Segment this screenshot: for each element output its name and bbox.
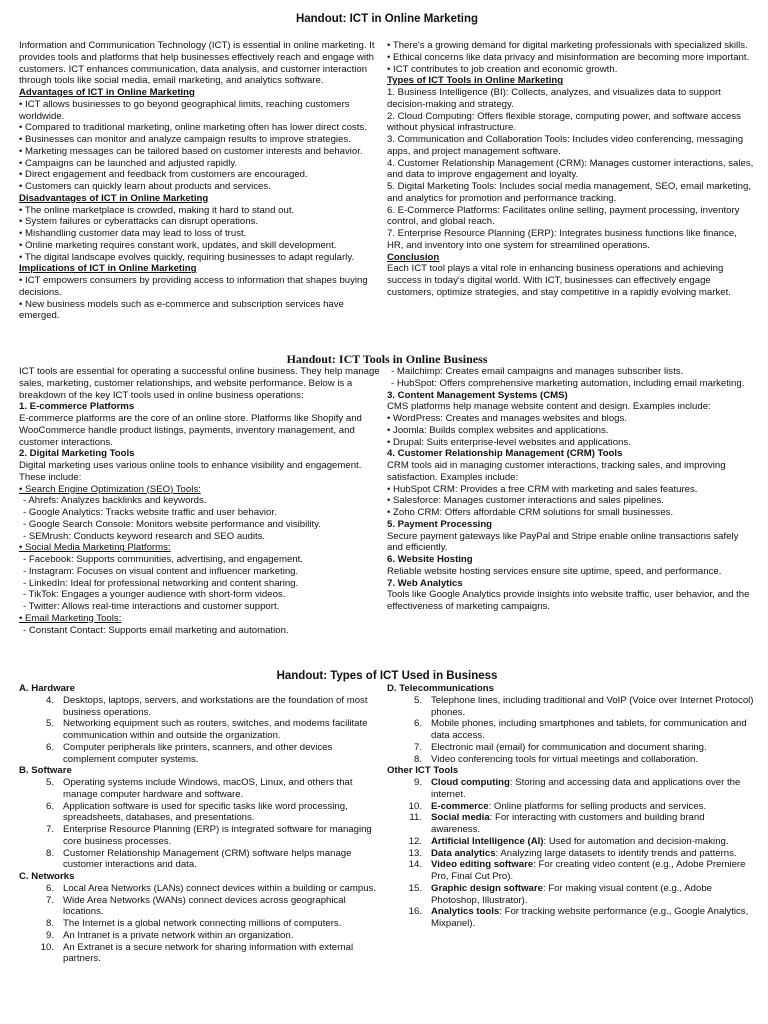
right-column (387, 40, 755, 322)
email-marketing-heading: • Email Marketing Tools: (19, 612, 122, 624)
list-item: • Ethical concerns like data privacy and misinformation are becoming more important. (387, 51, 750, 63)
digital-marketing-paragraph: Digital marketing uses various online tools to enhance visibility and engagement. These include: (19, 460, 362, 483)
list-item: - SEMrush: Conducts keyword research and SEO audits. (23, 530, 266, 542)
list-item: • Salesforce: Manages customer interactions and sales pipelines. (387, 495, 664, 507)
list-item: 6. Local Area Networks (LANs) connect devices within a building or campus. (45, 882, 377, 894)
list-item: 3. Communication and Collaboration Tools: Includes video conferencing, messaging apps, and project management software. (387, 134, 744, 157)
list-item: - Mailchimp: Creates email campaigns and manages subscriber lists. (391, 366, 684, 377)
hosting-paragraph: Reliable website hosting services ensure site uptime, speed, and performance. (387, 565, 722, 577)
list-item: 8. Customer Relationship Management (CRM) software helps manage customer interactions and data. (45, 847, 352, 871)
section-title: Handout: ICT in Online Marketing (295, 13, 479, 25)
list-item: 4. Customer Relationship Management (CRM): Manages customer interactions, sales, and data to improve engagement and loyalty. (387, 157, 754, 181)
list-item: 6. E-Commerce Platforms: Facilitates online selling, payment processing, inventory control, and global reach. (387, 204, 740, 228)
list-item: 13. Data analytics: Analyzing large datasets to identify trends and patterns. (408, 847, 737, 859)
seo-heading: • Search Engine Optimization (SEO) Tools: (19, 483, 201, 495)
list-item: 10. E-commerce: Online platforms for selling products and services. (408, 800, 707, 812)
list-item: • Compared to traditional marketing, online marketing often has lower direct costs. (19, 122, 367, 134)
list-item: 5. Networking equipment such as routers, switches, and modems facilitate communication within and outside the organization. (45, 718, 368, 741)
intro-paragraph: Information and Communication Technology (ICT) is essential in online marketing. It provides tools and platforms that help businesses effectively reach and engage with customers. ICT enhances communication, data analysis, and customer interaction through tools like social media, email marketing, and analytics software. (19, 40, 375, 87)
social-media-heading: • Social Media Marketing Platforms: (19, 542, 171, 554)
payment-heading: 5. Payment Processing (387, 518, 493, 530)
list-item: • Customers can quickly learn about products and services. (19, 181, 271, 192)
list-item: 12. Artificial Intelligence (AI): Used for automation and decision-making. (408, 835, 729, 847)
list-item: 9. An Intranet is a private network within an organization. (45, 929, 294, 941)
list-item: 11. Social media: For interacting with customers and building brand awareness. (409, 812, 705, 835)
list-item: 1. Business Intelligence (BI): Collects, analyzes, and visualizes data to support decision-making and strategy. (387, 87, 721, 110)
list-item: 15. Graphic design software: For making visual content (e.g., Adobe Photoshop, Illustrator). (408, 882, 713, 906)
list-item: • System failures or cyberattacks can disrupt operations. (19, 216, 259, 228)
list-item: 7. Enterprise Resource Planning (ERP): Integrates business functions like finance, HR, and inventory into one system for streamlined operations. (387, 228, 737, 251)
list-item: 2. Cloud Computing: Offers flexible storage, computing power, and software access without physical infrastructure. (387, 110, 741, 134)
left-column (19, 683, 385, 965)
left-column (19, 40, 385, 322)
implications-heading: Implications of ICT in Online Marketing (19, 263, 197, 275)
handout-ict-online-marketing (19, 13, 755, 322)
section-title: Handout: Types of ICT Used in Business (276, 670, 498, 682)
right-column (387, 683, 755, 965)
list-item: • The online marketplace is crowded, making it hard to stand out. (19, 204, 295, 216)
conclusion-heading: Conclusion (387, 251, 440, 263)
list-item: 7. Enterprise Resource Planning (ERP) is integrated software for managing core business processes. (45, 824, 372, 847)
list-item: - HubSpot: Offers comprehensive marketing automation, including email marketing. (391, 377, 745, 389)
list-item: 7. Wide Area Networks (WANs) connect devices across geographical locations. (45, 894, 346, 918)
list-item: • Drupal: Suits enterprise-level websites and applications. (387, 436, 631, 448)
list-item: • Mishandling customer data may lead to loss of trust. (19, 228, 247, 239)
list-item: - Google Analytics: Tracks website traffic and user behavior. (23, 507, 277, 518)
software-heading: B. Software (19, 765, 72, 777)
hardware-heading: A. Hardware (19, 683, 75, 694)
list-item: - Twitter: Allows real-time interactions and customer support. (23, 601, 280, 612)
crm-paragraph: CRM tools aid in managing customer interactions, tracking sales, and improving satisfaction. Examples include: (387, 460, 726, 483)
list-item: • ICT contributes to job creation and economic growth. (387, 63, 618, 75)
cms-heading: 3. Content Management Systems (CMS) (387, 389, 568, 401)
list-item: • There's a growing demand for digital marketing professionals with specialized skills. (387, 40, 748, 51)
list-item: 6. Mobile phones, including smartphones and tablets, for communication and data access. (413, 718, 747, 741)
web-analytics-heading: 7. Web Analytics (387, 577, 463, 589)
ecommerce-heading: 1. E-commerce Platforms (19, 401, 135, 413)
list-item: 4. Desktops, laptops, servers, and workstations are the foundation of most business operations. (45, 694, 368, 718)
networks-heading: C. Networks (19, 871, 75, 882)
conclusion-paragraph: Each ICT tool plays a vital role in enhancing business operations and achieving success in today's digital world. With ICT, businesses can effectively engage customers, optimize strategies, and stay competitive in a rapidly evolving market. (387, 263, 731, 298)
disadvantages-heading: Disadvantages of ICT in Online Marketing (19, 192, 209, 204)
list-item: - LinkedIn: Ideal for professional networking and content sharing. (23, 577, 299, 589)
left-column (19, 366, 385, 636)
list-item: • Joomla: Builds complex websites and applications. (387, 424, 609, 436)
types-heading: Types of ICT Tools in Online Marketing (387, 75, 564, 87)
handout-ict-tools-online-business (19, 353, 755, 636)
list-item: 14. Video editing software: For creating video content (e.g., Adobe Premiere Pro, Final Cut Pro). (408, 859, 746, 882)
advantages-heading: Advantages of ICT in Online Marketing (19, 87, 195, 98)
list-item: - Facebook: Supports communities, advertising, and engagement. (23, 554, 303, 565)
list-item: • Marketing messages can be tailored based on customer interests and behavior. (19, 145, 363, 157)
list-item: 5. Digital Marketing Tools: Includes social media management, SEO, email marketing, and analytics for promotion and performance tracking. (387, 181, 752, 204)
list-item: 8. Video conferencing tools for virtual meetings and collaboration. (413, 753, 699, 765)
list-item: • Businesses can monitor and analyze campaign results to improve strategies. (19, 134, 351, 145)
list-item: - TikTok: Engages a younger audience with short-form videos. (23, 589, 286, 601)
list-item: 7. Electronic mail (email) for communication and document sharing. (413, 741, 707, 753)
list-item: 16. Analytics tools: For tracking website performance (e.g., Google Analytics, Mixpanel). (408, 906, 749, 929)
list-item: 6. Application software is used for specific tasks like word processing, spreadsheets, databases, and presentations. (45, 800, 348, 824)
list-item: - Google Search Console: Monitors website performance and visibility. (23, 518, 321, 530)
list-item: - Constant Contact: Supports email marketing and automation. (23, 624, 289, 636)
list-item: • Campaigns can be launched and adjusted rapidly. (19, 157, 238, 169)
list-item: 9. Cloud computing: Storing and accessing data and applications over the internet. (413, 777, 741, 800)
section-title: Handout: ICT Tools in Online Business (286, 352, 488, 366)
digital-marketing-heading: 2. Digital Marketing Tools (19, 448, 135, 460)
intro-paragraph: ICT tools are essential for operating a successful online business. They help manage sales, marketing, customer relationships, and website performance. Below is a breakdown of the key ICT tools used in online business operations: (19, 366, 380, 401)
handout-types-of-ict (19, 670, 755, 965)
list-item: • Direct engagement and feedback from customers are encouraged. (19, 169, 308, 181)
hosting-heading: 6. Website Hosting (387, 554, 473, 565)
list-item: - Ahrefs: Analyzes backlinks and keywords. (23, 495, 207, 507)
list-item: 10. An Extranet is a secure network for sharing information with external partners. (40, 941, 354, 965)
list-item: - Instagram: Focuses on visual content and influencer marketing. (23, 565, 299, 577)
list-item: • HubSpot CRM: Provides a free CRM with marketing and sales features. (387, 483, 698, 495)
list-item: • ICT empowers consumers by providing access to information that shapes buying decisions. (19, 275, 368, 298)
list-item: 5. Telephone lines, including traditional and VoIP (Voice over Internet Protocol) phones. (413, 694, 754, 718)
cms-paragraph: CMS platforms help manage website content and design. Examples include: (387, 401, 711, 413)
other-ict-tools-heading: Other ICT Tools (387, 765, 459, 777)
list-item: • WordPress: Creates and manages websites and blogs. (387, 413, 627, 424)
list-item: 6. Computer peripherals like printers, scanners, and other devices complement computer systems. (45, 741, 333, 765)
crm-heading: 4. Customer Relationship Management (CRM) Tools (387, 448, 623, 460)
list-item: • Online marketing requires constant work, updates, and skill development. (19, 239, 337, 251)
list-item: • Zoho CRM: Offers affordable CRM solutions for small businesses. (387, 507, 674, 518)
list-item: • New business models such as e-commerce and subscription services have emerged. (19, 298, 344, 322)
telecommunications-heading: D. Telecommunications (387, 683, 494, 694)
list-item: 5. Operating systems include Windows, macOS, Linux, and others that manage computer hardware and software. (45, 777, 353, 800)
payment-paragraph: Secure payment gateways like PayPal and Stripe enable online transactions safely and efficiently. (387, 530, 739, 554)
list-item: 8. The Internet is a global network connecting millions of computers. (45, 918, 342, 929)
ecommerce-paragraph: E-commerce platforms are the core of an online store. Platforms like Shopify and WooCommerce handle product listings, payments, inventory management, and customer interactions. (19, 413, 362, 448)
web-analytics-paragraph: Tools like Google Analytics provide insights into website traffic, user behavior, and the effectiveness of marketing campaigns. (387, 589, 750, 612)
list-item: • The digital landscape evolves quickly, requiring businesses to adapt regularly. (19, 251, 355, 263)
right-column (387, 366, 755, 636)
list-item: • ICT allows businesses to go beyond geographical limits, reaching customers worldwide. (19, 98, 350, 122)
